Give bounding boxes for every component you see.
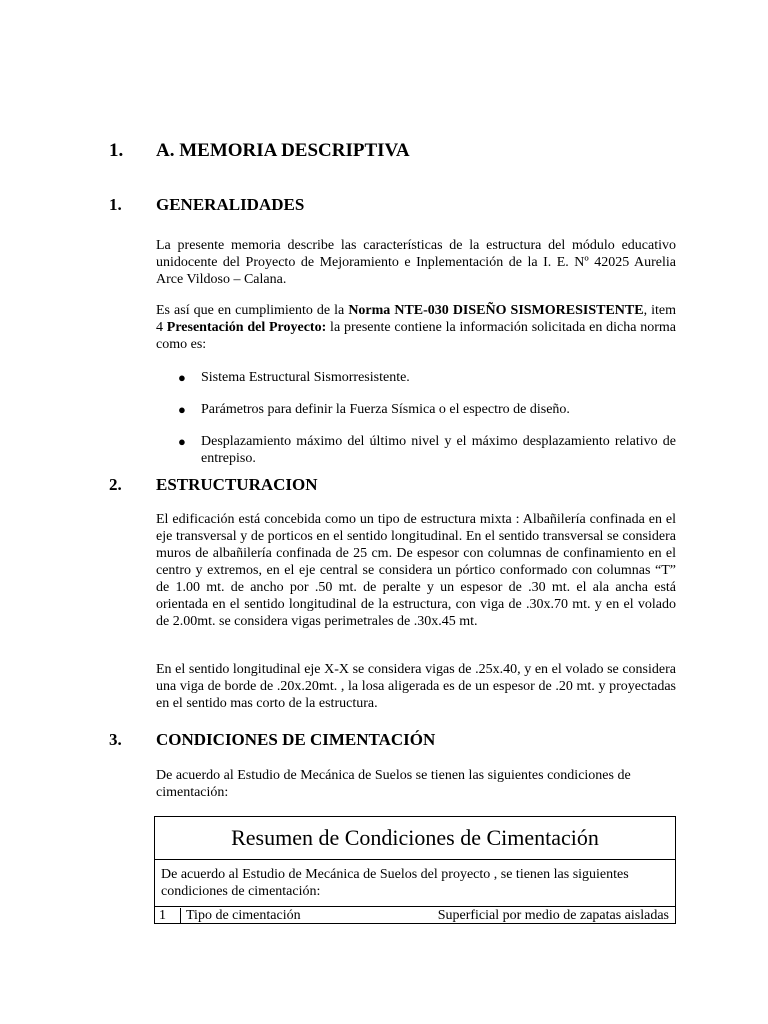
- p2-text-e: la presente contiene la información solicitada en dicha norma como es:: [156, 320, 677, 352]
- section-a-number: 1.: [109, 140, 124, 161]
- table-cell-label: Tipo de cimentación: [186, 908, 301, 923]
- estructuracion-paragraph-1: El edificación está concebida como un tipo de estructura mixta : Albañilería confinada en el eje transversal y de porticos en el sentido longitudinal. En el sentido transversal se considera muros de albañilería confinada de 25 cm. De espesor con columnas de confinamiento en el centro y extremos, en el eje central se considera un pórtico conformado con columnas “T” de 1.00 mt. de ancho por .50 mt. de peralte y un espesor de .30 mt. el ala ancha está orientada en el sentido longitudinal de la estructura, con viga de .30x.70 mt. y en el volado de 2.00mt. se considera vigas perimetrales de .30x.45 mt.: [156, 512, 676, 629]
- generalidades-paragraph-1: La presente memoria describe las características de la estructura del módulo educativo unidocente del Proyecto de Mejoramiento e Inplementación de la I. E. Nº 42025 Aurelia Arce Vildoso – Calana.: [156, 238, 676, 287]
- summary-table-description: De acuerdo al Estudio de Mecánica de Suelos del proyecto , se tienen las siguientes condiciones de cimentación:: [155, 860, 675, 907]
- section-1-number: 1.: [109, 195, 122, 214]
- section-1-title: GENERALIDADES: [156, 195, 305, 214]
- bullet-dot-icon: ●: [178, 402, 186, 417]
- section-2-title: ESTRUCTURACION: [156, 475, 318, 494]
- section-2-number: 2.: [109, 475, 122, 494]
- bullet-dot-icon: ●: [178, 434, 186, 449]
- section-a-title: A. MEMORIA DESCRIPTIVA: [156, 140, 410, 161]
- table-cell-index: 1: [155, 908, 181, 923]
- p2-norma: Norma NTE-030 DISEÑO SISMORESISTENTE: [348, 303, 644, 318]
- table-row: [155, 908, 675, 923]
- bullet-text: Desplazamiento máximo del último nivel y el máximo desplazamiento relativo de entrepiso.: [201, 434, 676, 466]
- section-3-title: CONDICIONES DE CIMENTACIÓN: [156, 730, 436, 749]
- estructuracion-paragraph-2: En el sentido longitudinal eje X-X se considera vigas de .25x.40, y en el volado se considera una viga de borde de .20x.20mt. , la losa aligerada es de un espesor de .20 mt. y proyectadas en el sentido mas corto de la estructura.: [156, 662, 676, 711]
- p2-text-a: Es así que en cumplimiento de la: [156, 303, 349, 318]
- summary-table-title: Resumen de Condiciones de Cimentación: [155, 817, 675, 860]
- bullet-dot-icon: ●: [178, 370, 186, 385]
- section-3-number: 3.: [109, 730, 122, 749]
- cimentacion-paragraph: De acuerdo al Estudio de Mecánica de Suelos se tienen las siguientes condiciones de cimentación:: [156, 768, 631, 800]
- summary-table: [154, 816, 676, 924]
- table-cell-value: Superficial por medio de zapatas aisladas: [437, 908, 669, 923]
- bullet-text: Sistema Estructural Sismorresistente.: [201, 370, 410, 385]
- p2-text-c: , item 4: [156, 303, 677, 335]
- bullet-text: Parámetros para definir la Fuerza Sísmica o el espectro de diseño.: [201, 402, 570, 417]
- generalidades-paragraph-2: [156, 302, 676, 353]
- p2-presentacion: Presentación del Proyecto:: [166, 320, 327, 335]
